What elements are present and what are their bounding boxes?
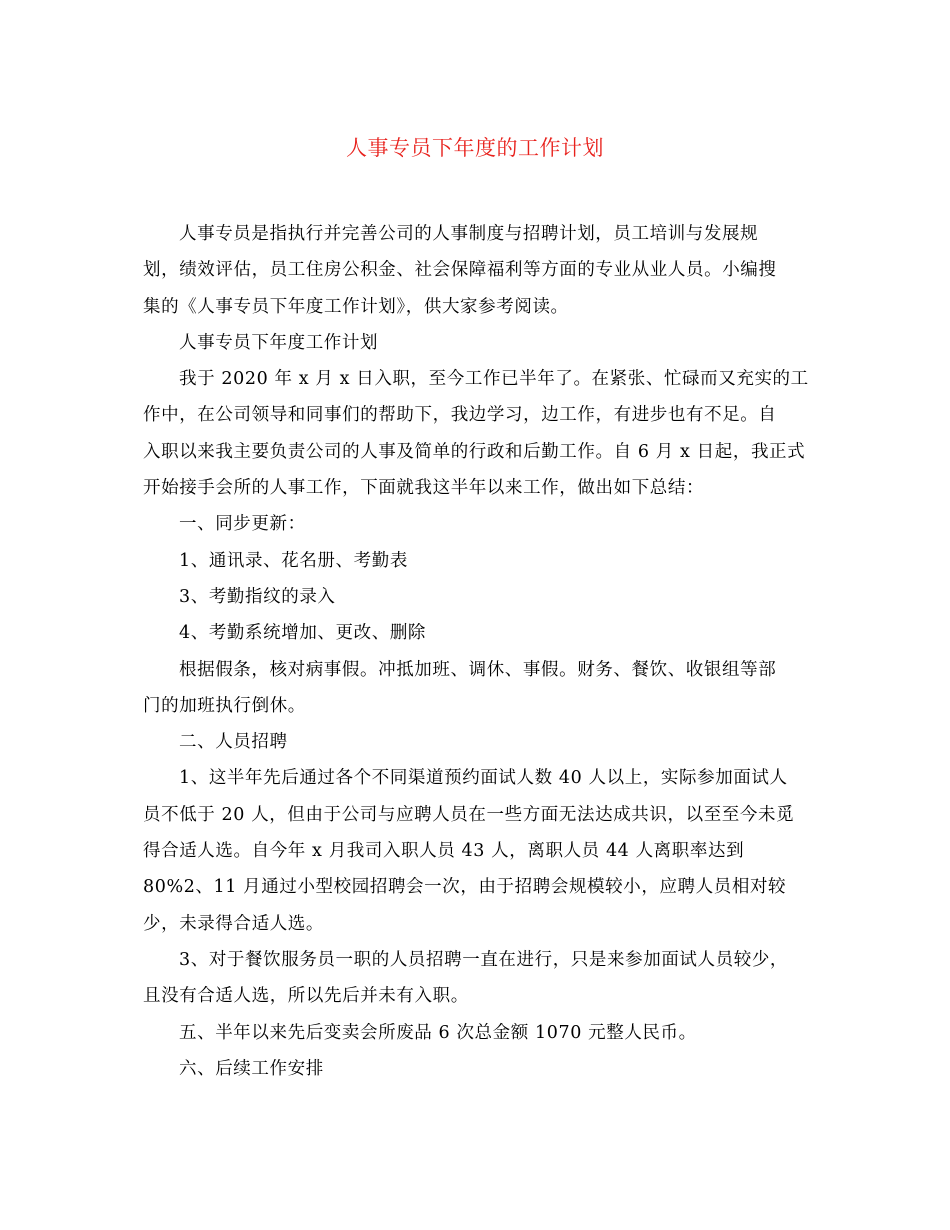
- body-line: 开始接手会所的人事工作，下面就我这半年以来工作，做出如下总结：: [143, 478, 705, 499]
- body-line: 1、这半年先后通过各个不同渠道预约面试人数 40 人以上，实际参加面试人: [179, 768, 788, 789]
- body-line: 集的《人事专员下年度工作计划》，供大家参考阅读。: [143, 296, 569, 317]
- body-line: 3、考勤指纹的录入: [179, 586, 336, 607]
- body-line: 且没有合适人选，所以先后并未有入职。: [143, 986, 469, 1007]
- document-title: 人事专员下年度的工作计划: [346, 136, 604, 160]
- body-line: 五、半年以来先后变卖会所废品 6 次总金额 1070 元整人民币。: [179, 1022, 697, 1043]
- body-line: 作中，在公司领导和同事们的帮助下，我边学习，边工作，有进步也有不足。自: [143, 405, 777, 426]
- document-body: [143, 216, 813, 1087]
- body-line: 80%2、11 月通过小型校园招聘会一次，由于招聘会规模较小，应聘人员相对较: [143, 877, 787, 898]
- body-line: 得合适人选。自今年 x 月我司入职人员 43 人，离职人员 44 人离职率达到: [143, 841, 745, 862]
- body-line: 3、对于餐饮服务员一职的人员招聘一直在进行，只是来参加面试人员较少，: [179, 949, 789, 970]
- body-line: 一、同步更新：: [179, 514, 306, 535]
- body-line: 根据假条，核对病事假。冲抵加班、调休、事假。财务、餐饮、收银组等部: [179, 659, 777, 680]
- body-line: 划，绩效评估，员工住房公积金、社会保障福利等方面的专业从业人员。小编搜: [143, 260, 777, 281]
- body-line: 员不低于 20 人，但由于公司与应聘人员在一些方面无法达成共识，以至至今未觅: [143, 804, 795, 825]
- body-line: 二、人员招聘: [179, 732, 288, 753]
- body-line: 入职以来我主要负责公司的人事及简单的行政和后勤工作。自 6 月 x 日起，我正式: [143, 441, 806, 462]
- body-line: 人事专员是指执行并完善公司的人事制度与招聘计划，员工培训与发展规: [179, 224, 759, 244]
- body-line: 4、考勤系统增加、更改、删除: [179, 623, 427, 644]
- body-line: 门的加班执行倒休。: [143, 695, 306, 716]
- body-line: 少，未录得合适人选。: [143, 913, 324, 934]
- body-line: 我于 2020 年 x 月 x 日入职，至今工作已半年了。在紧张、忙碌而又充实的工: [179, 369, 809, 390]
- body-line: 六、后续工作安排: [179, 1058, 324, 1079]
- body-line: 人事专员下年度工作计划: [179, 332, 379, 353]
- body-line: 1、通讯录、花名册、考勤表: [179, 550, 408, 571]
